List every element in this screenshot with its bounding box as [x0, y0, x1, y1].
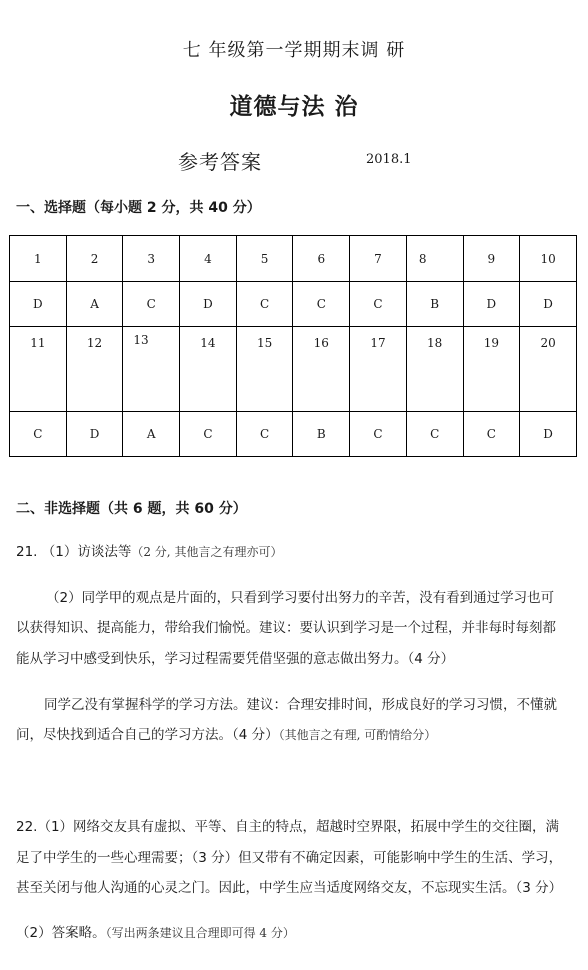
table-cell: 4	[180, 236, 237, 282]
q22-part2-note: （写出两条建议且合理即可得 4 分）	[105, 926, 295, 940]
table-cell: 5	[236, 236, 293, 282]
q22-part2-text: （2）答案略。	[16, 925, 106, 941]
q21-part2-line2: 以获得知识、提高能力，带给我们愉悦。建议：要认识到学习是一个过程，并非每时每刻都	[16, 620, 556, 636]
table-cell: D	[520, 282, 577, 327]
table-row	[10, 327, 577, 412]
table-cell: D	[180, 282, 237, 327]
table-cell: D	[10, 282, 67, 327]
q22-line1: 22.（1）网络交友具有虚拟、平等、自主的特点，超越时空界限，拓展中学生的交往圈，满	[16, 819, 560, 835]
exam-date: 2018.1	[366, 152, 412, 167]
table-cell: 20	[520, 327, 577, 412]
section1-heading: 一、选择题（每小题 2 分，共 40 分）	[16, 200, 261, 216]
table-row	[10, 236, 577, 282]
table-cell: B	[293, 412, 350, 457]
table-cell: C	[350, 412, 407, 457]
q21-part3-text: 问，尽快找到适合自己的学习方法。（4 分）	[16, 727, 279, 743]
table-cell: 9	[463, 236, 520, 282]
answer-table	[9, 235, 577, 457]
answer-key-subtitle: 参考答案	[178, 150, 262, 174]
table-cell: D	[520, 412, 577, 457]
table-cell: C	[406, 412, 463, 457]
q22-line2: 足了中学生的一些心理需要；（3 分）但又带有不确定因素，可能影响中学生的生活、学习，	[16, 850, 563, 866]
table-cell: 12	[66, 327, 123, 412]
table-cell: C	[236, 412, 293, 457]
table-row	[10, 282, 577, 327]
table-cell: 13	[123, 327, 180, 412]
table-row	[10, 412, 577, 457]
table-cell: 15	[236, 327, 293, 412]
grade-title: 七 年级第一学期期末调 研	[182, 40, 406, 61]
q21-part3-line2	[16, 719, 436, 751]
table-cell: 17	[350, 327, 407, 412]
table-cell: 3	[123, 236, 180, 282]
table-cell: B	[406, 282, 463, 327]
table-cell: 16	[293, 327, 350, 412]
subject-title: 道德与法 治	[229, 93, 359, 120]
table-cell: 1	[10, 236, 67, 282]
q21-part3-note: （其他言之有理, 可酌情给分）	[278, 728, 437, 742]
section2-heading: 二、非选择题（共 6 题，共 60 分）	[16, 501, 247, 517]
table-cell: 8	[406, 236, 463, 282]
table-cell: C	[350, 282, 407, 327]
q21-part2-line1: （2）同学甲的观点是片面的，只看到学习要付出努力的辛苦，没有看到通过学习也可	[46, 590, 555, 606]
table-cell: D	[463, 282, 520, 327]
table-cell: D	[66, 412, 123, 457]
table-cell: C	[236, 282, 293, 327]
q21-part1	[16, 536, 282, 568]
table-cell: 19	[463, 327, 520, 412]
q21-part2-line3: 能从学习中感受到快乐，学习过程需要凭借坚强的意志做出努力。（4 分）	[16, 651, 455, 667]
table-cell: 10	[520, 236, 577, 282]
table-cell: 11	[10, 327, 67, 412]
q22-part2	[16, 917, 295, 949]
table-cell: 2	[66, 236, 123, 282]
q21-part1-note: （2 分, 其他言之有理亦可）	[131, 545, 283, 559]
table-cell: C	[180, 412, 237, 457]
table-cell: C	[123, 282, 180, 327]
table-cell: 6	[293, 236, 350, 282]
q21-part3-line1: 同学乙没有掌握科学的学习方法。建议：合理安排时间，形成良好的学习习惯，不懂就	[44, 697, 557, 713]
q21-part1-text: 21. （1）访谈法等	[16, 544, 132, 560]
table-cell: A	[123, 412, 180, 457]
table-cell: A	[66, 282, 123, 327]
table-cell: C	[293, 282, 350, 327]
table-cell: C	[463, 412, 520, 457]
table-cell: C	[10, 412, 67, 457]
table-cell: 7	[350, 236, 407, 282]
table-cell: 18	[406, 327, 463, 412]
q22-line3: 甚至关闭与他人沟通的心灵之门。因此，中学生应当适度网络交友，不忘现实生活。（3 分）	[16, 880, 563, 896]
table-cell: 14	[180, 327, 237, 412]
